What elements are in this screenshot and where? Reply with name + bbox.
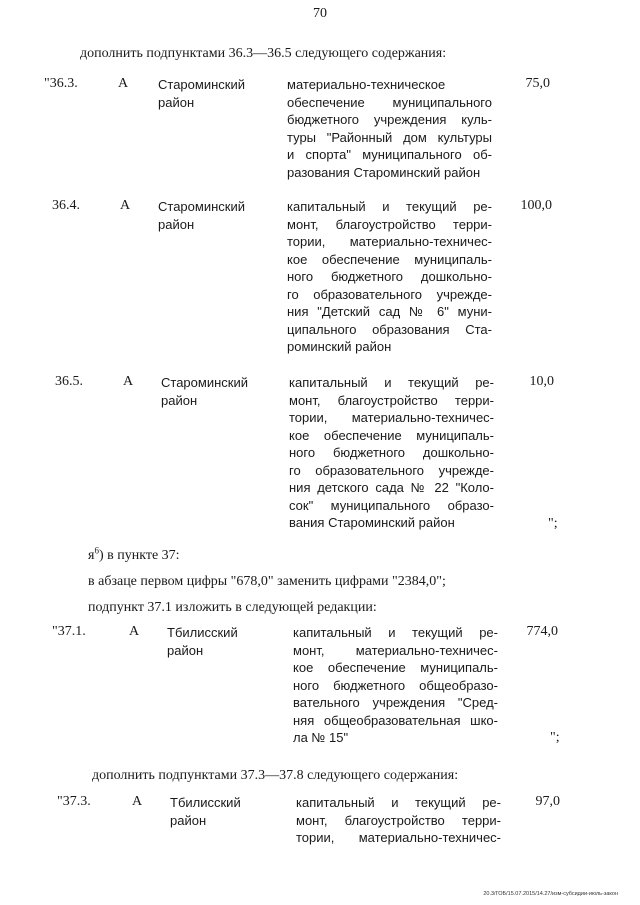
region-name: Староминский район <box>158 77 245 110</box>
paragraph-add-36: дополнить подпунктами 36.3—36.5 следующего содержания: <box>80 46 447 61</box>
closing-quote: "; <box>548 516 558 531</box>
item-number: "37.1. <box>52 624 86 639</box>
region-name: Тбилисский район <box>167 625 238 658</box>
item-description: капитальный и текущий ре- монт, благоустройство терри- тории, материально-техничес- <box>296 795 501 845</box>
region-name: Тбилисский район <box>170 795 241 828</box>
paragraph-restate-37-1: подпункт 37.1 изложить в следующей редакции: <box>88 600 377 615</box>
item-amount: 100,0 <box>520 198 552 213</box>
item-amount: 75,0 <box>525 76 550 91</box>
paragraph-item-37: $я^6$) в пункте 37: <box>88 545 180 563</box>
item-number: 36.4. <box>52 198 80 213</box>
document-footer: 20.3/ГОБ/15.07.2015/14.27/изм-субсидии-июль-закон <box>483 891 618 897</box>
item-number: 36.5. <box>55 374 83 389</box>
item-description: капитальный и текущий ре- монт, благоустройство терри- тории, материально-техничес- кое обеспечение муниципаль- ного бюджетного дошкольно- го образовательного учрежде- ния детского сада № 22 "Коло- сок" муниципального образо- вания Староминский район <box>289 375 494 530</box>
item-number: "37.3. <box>57 794 91 809</box>
category-mark: А <box>120 198 131 213</box>
paragraph-replace-figures: в абзаце первом цифры "678,0" заменить цифрами "2384,0"; <box>88 574 446 589</box>
page-number: 70 <box>313 6 327 21</box>
category-mark: А <box>129 624 140 639</box>
category-mark: А <box>132 794 143 809</box>
item-description: капитальный и текущий ре- монт, материально-техничес- кое обеспечение муниципаль- ного бюджетного общеобразо- вательного учреждения "Сред- няя общеобразовательная шко- ла № 15" <box>293 625 498 745</box>
category-mark: А <box>123 374 134 389</box>
item-amount: 774,0 <box>526 624 558 639</box>
item-description: материально-техническое обеспечение муниципального бюджетного учреждения куль- туры "Районный дом культуры и спорта" муниципального об- разования Староминский район <box>287 77 492 180</box>
category-mark: А <box>118 76 129 91</box>
item-amount: 10,0 <box>529 374 554 389</box>
closing-quote: "; <box>550 730 560 745</box>
item-number: "36.3. <box>44 76 78 91</box>
item-amount: 97,0 <box>535 794 560 809</box>
item-description: капитальный и текущий ре- монт, благоустройство терри- тории, материально-техничес- кое обеспечение муниципаль- ного бюджетного дошкольно- го образовательного учрежде- ния "Детский сад № 6" муни- ципального образования Ста- роминский район <box>287 199 492 354</box>
region-name: Староминский район <box>158 199 245 232</box>
paragraph-add-37: дополнить подпунктами 37.3—37.8 следующего содержания: <box>92 768 459 783</box>
region-name: Староминский район <box>161 375 248 408</box>
